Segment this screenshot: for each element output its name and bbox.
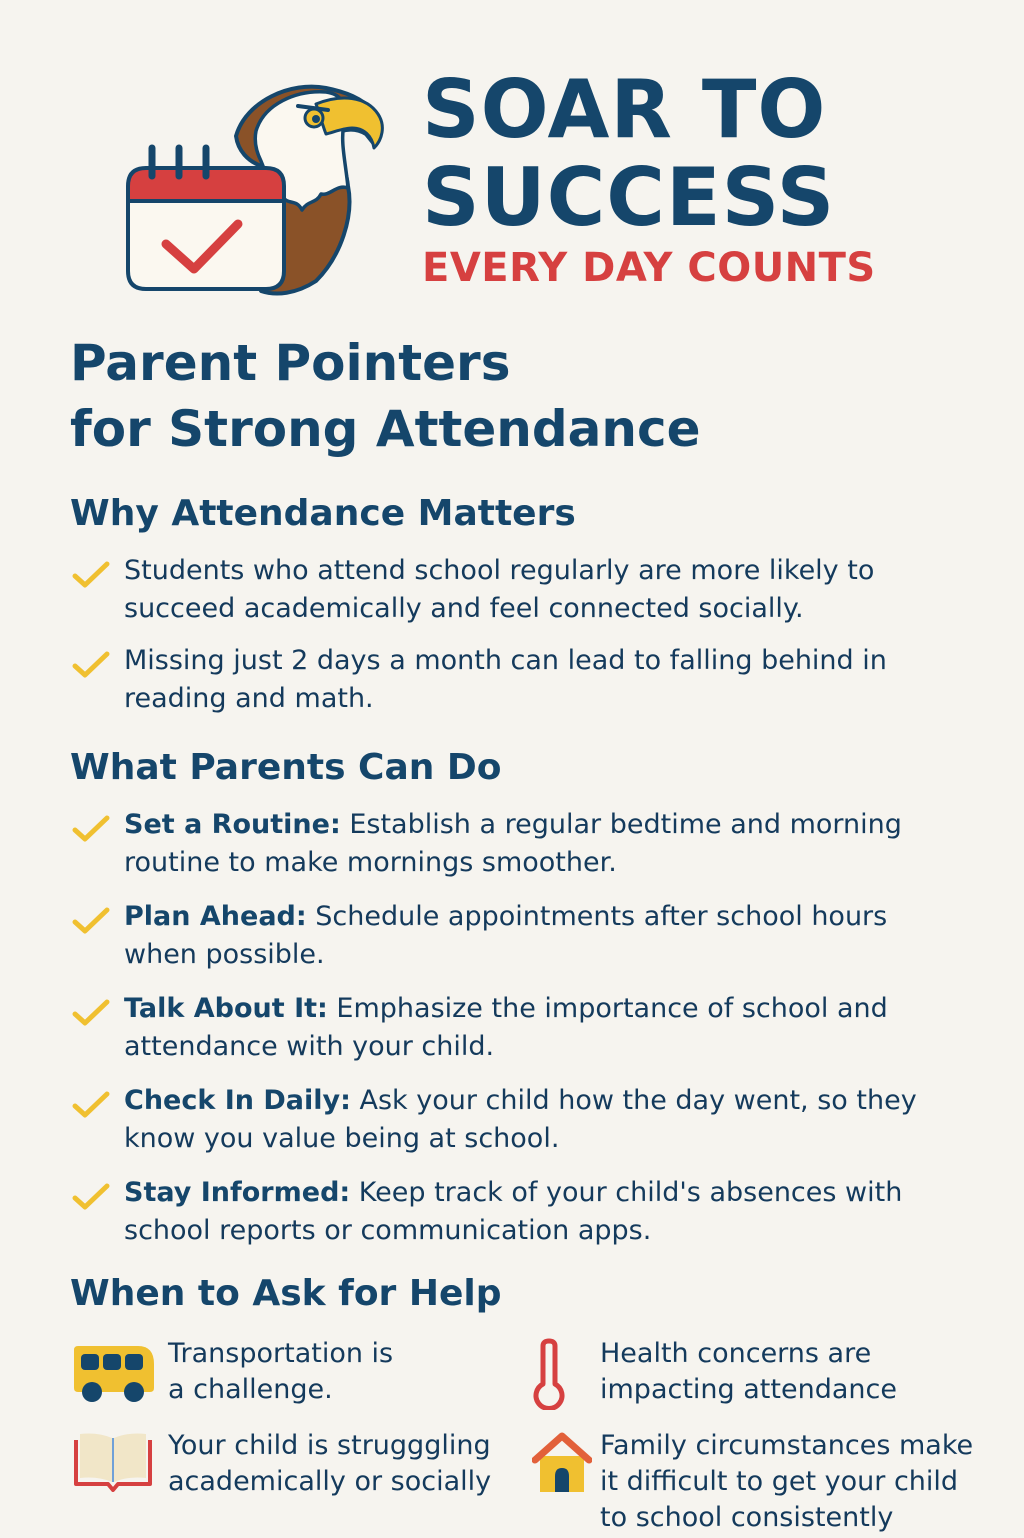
item-label: Plan Ahead: [124,901,307,932]
help-grid [70,1336,974,1536]
list-item [70,898,930,974]
help-text-line: Transportation is [168,1338,394,1369]
list-item [70,806,930,882]
item-text: Missing just 2 days a month can lead to falling behind in reading and math. [124,645,887,714]
help-text-line: academically or socially [168,1466,492,1497]
help-text-line: Family circumstances make [600,1430,974,1461]
help-text-line: impacting attendance [600,1374,897,1405]
page-title-line-2: for Strong Attendance [70,400,701,458]
section-heading-what: What Parents Can Do [70,747,502,788]
subtitle: EVERY DAY COUNTS [422,245,876,291]
item-text: Establish a regular bedtime and morning routine to make mornings smoother. [124,809,902,878]
item-text: Keep track of your child's absences with school reports or communication apps. [124,1177,903,1246]
item-text: Emphasize the importance of school and attendance with your child. [124,993,888,1062]
help-item-transportation [70,1336,490,1416]
school-bus-icon [72,1342,158,1404]
help-text-line: a challenge. [168,1374,333,1405]
thermometer-icon [532,1338,566,1410]
item-label: Check In Daily: [124,1085,351,1116]
house-icon [532,1432,592,1492]
item-text: Ask your child how the day went, so they know you value being at school. [124,1085,917,1154]
list-item [70,552,930,628]
check-icon [72,998,110,1028]
check-icon [72,650,110,680]
title-block [422,63,876,292]
check-icon [72,814,110,844]
calendar-check-icon [128,148,284,289]
help-text-line: it difficult to get your child [600,1466,959,1497]
list-item [70,1082,930,1158]
list-item [70,990,930,1066]
section-heading-why: Why Attendance Matters [70,493,576,534]
list-item [70,1174,930,1250]
check-icon [72,906,110,936]
help-text-line: to school consistently [600,1502,894,1533]
item-label: Talk About It: [124,993,328,1024]
title-line-1: SOAR TO [422,63,827,156]
item-label: Stay Informed: [124,1177,351,1208]
list-item [70,642,930,718]
open-book-icon [72,1430,154,1492]
check-icon [72,1090,110,1120]
item-text: Schedule appointments after school hours when possible. [124,901,888,970]
section-heading-help: When to Ask for Help [70,1273,502,1314]
help-item-academic [70,1428,490,1508]
hero-header [0,0,1024,300]
item-text: Students who attend school regularly are more likely to succeed academically and feel connected socially. [124,555,875,624]
help-item-health [510,1336,970,1416]
page-title-line-1: Parent Pointers [70,334,511,392]
item-label: Set a Routine: [124,809,341,840]
what-list [70,806,930,1250]
page-title [70,330,701,462]
help-item-family [510,1428,974,1538]
logo [116,76,386,296]
check-icon [72,560,110,590]
help-text-line: Your child is strugggling [168,1430,491,1461]
check-icon [72,1182,110,1212]
help-text-line: Health concerns are [600,1338,872,1369]
why-list [70,552,930,718]
title-line-2: SUCCESS [422,151,836,244]
